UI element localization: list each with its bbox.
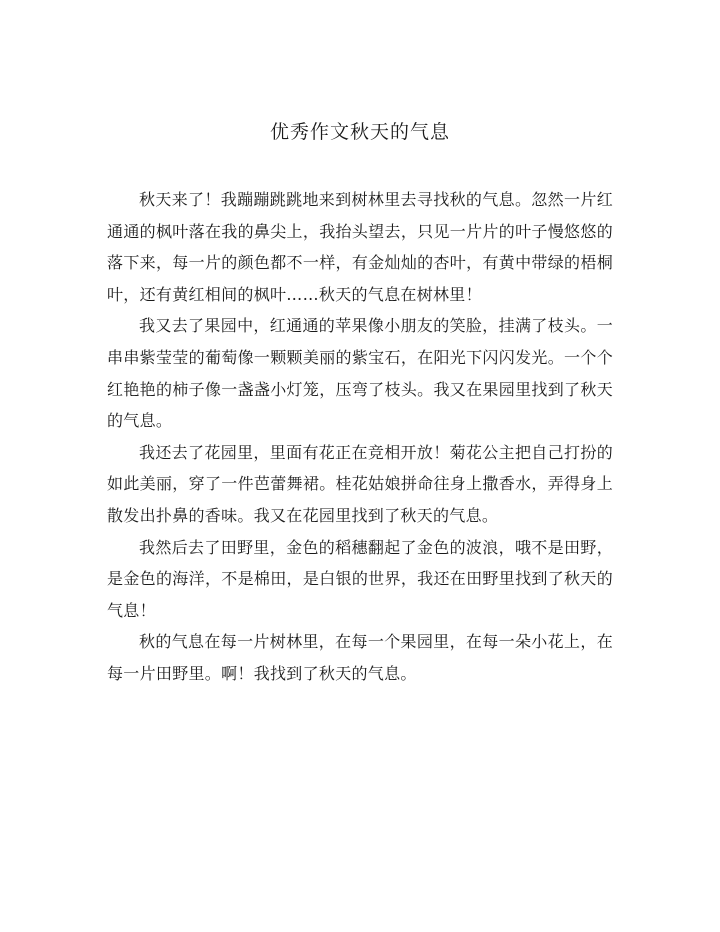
document-body [107, 184, 613, 690]
paragraph-4: 我然后去了田野里，金色的稻穗翻起了金色的波浪，哦不是田野，是金色的海洋，不是棉田，是白银的世界，我还在田野里找到了秋天的气息！ [107, 537, 613, 620]
paragraph-3: 我还去了花园里，里面有花正在竞相开放！菊花公主把自己打扮的如此美丽，穿了一件芭蕾舞裙。桂花姑娘拼命往身上撒香水，弄得身上散发出扑鼻的香味。我又在花园里找到了秋天的气息。 [107, 442, 613, 525]
paragraph-5: 秋的气息在每一片树林里，在每一个果园里，在每一朵小花上，在每一片田野里。啊！我找到了秋天的气息。 [107, 632, 613, 683]
paragraph-1: 秋天来了！我蹦蹦跳跳地来到树林里去寻找秋的气息。忽然一片红通通的枫叶落在我的鼻尖上，我抬头望去，只见一片片的叶子慢悠悠的落下来，每一片的颜色都不一样，有金灿灿的杏叶，有黄中带绿的梧桐叶，还有黄红相间的枫叶……秋天的气息在树林里！ [107, 190, 613, 304]
paragraph-2: 我又去了果园中，红通通的苹果像小朋友的笑脸，挂满了枝头。一串串紫莹莹的葡萄像一颗颗美丽的紫宝石，在阳光下闪闪发光。一个个红艳艳的柿子像一盏盏小灯笼，压弯了枝头。我又在果园里找到了秋天的气息。 [107, 316, 613, 431]
document-title: 优秀作文秋天的气息 [269, 121, 450, 143]
